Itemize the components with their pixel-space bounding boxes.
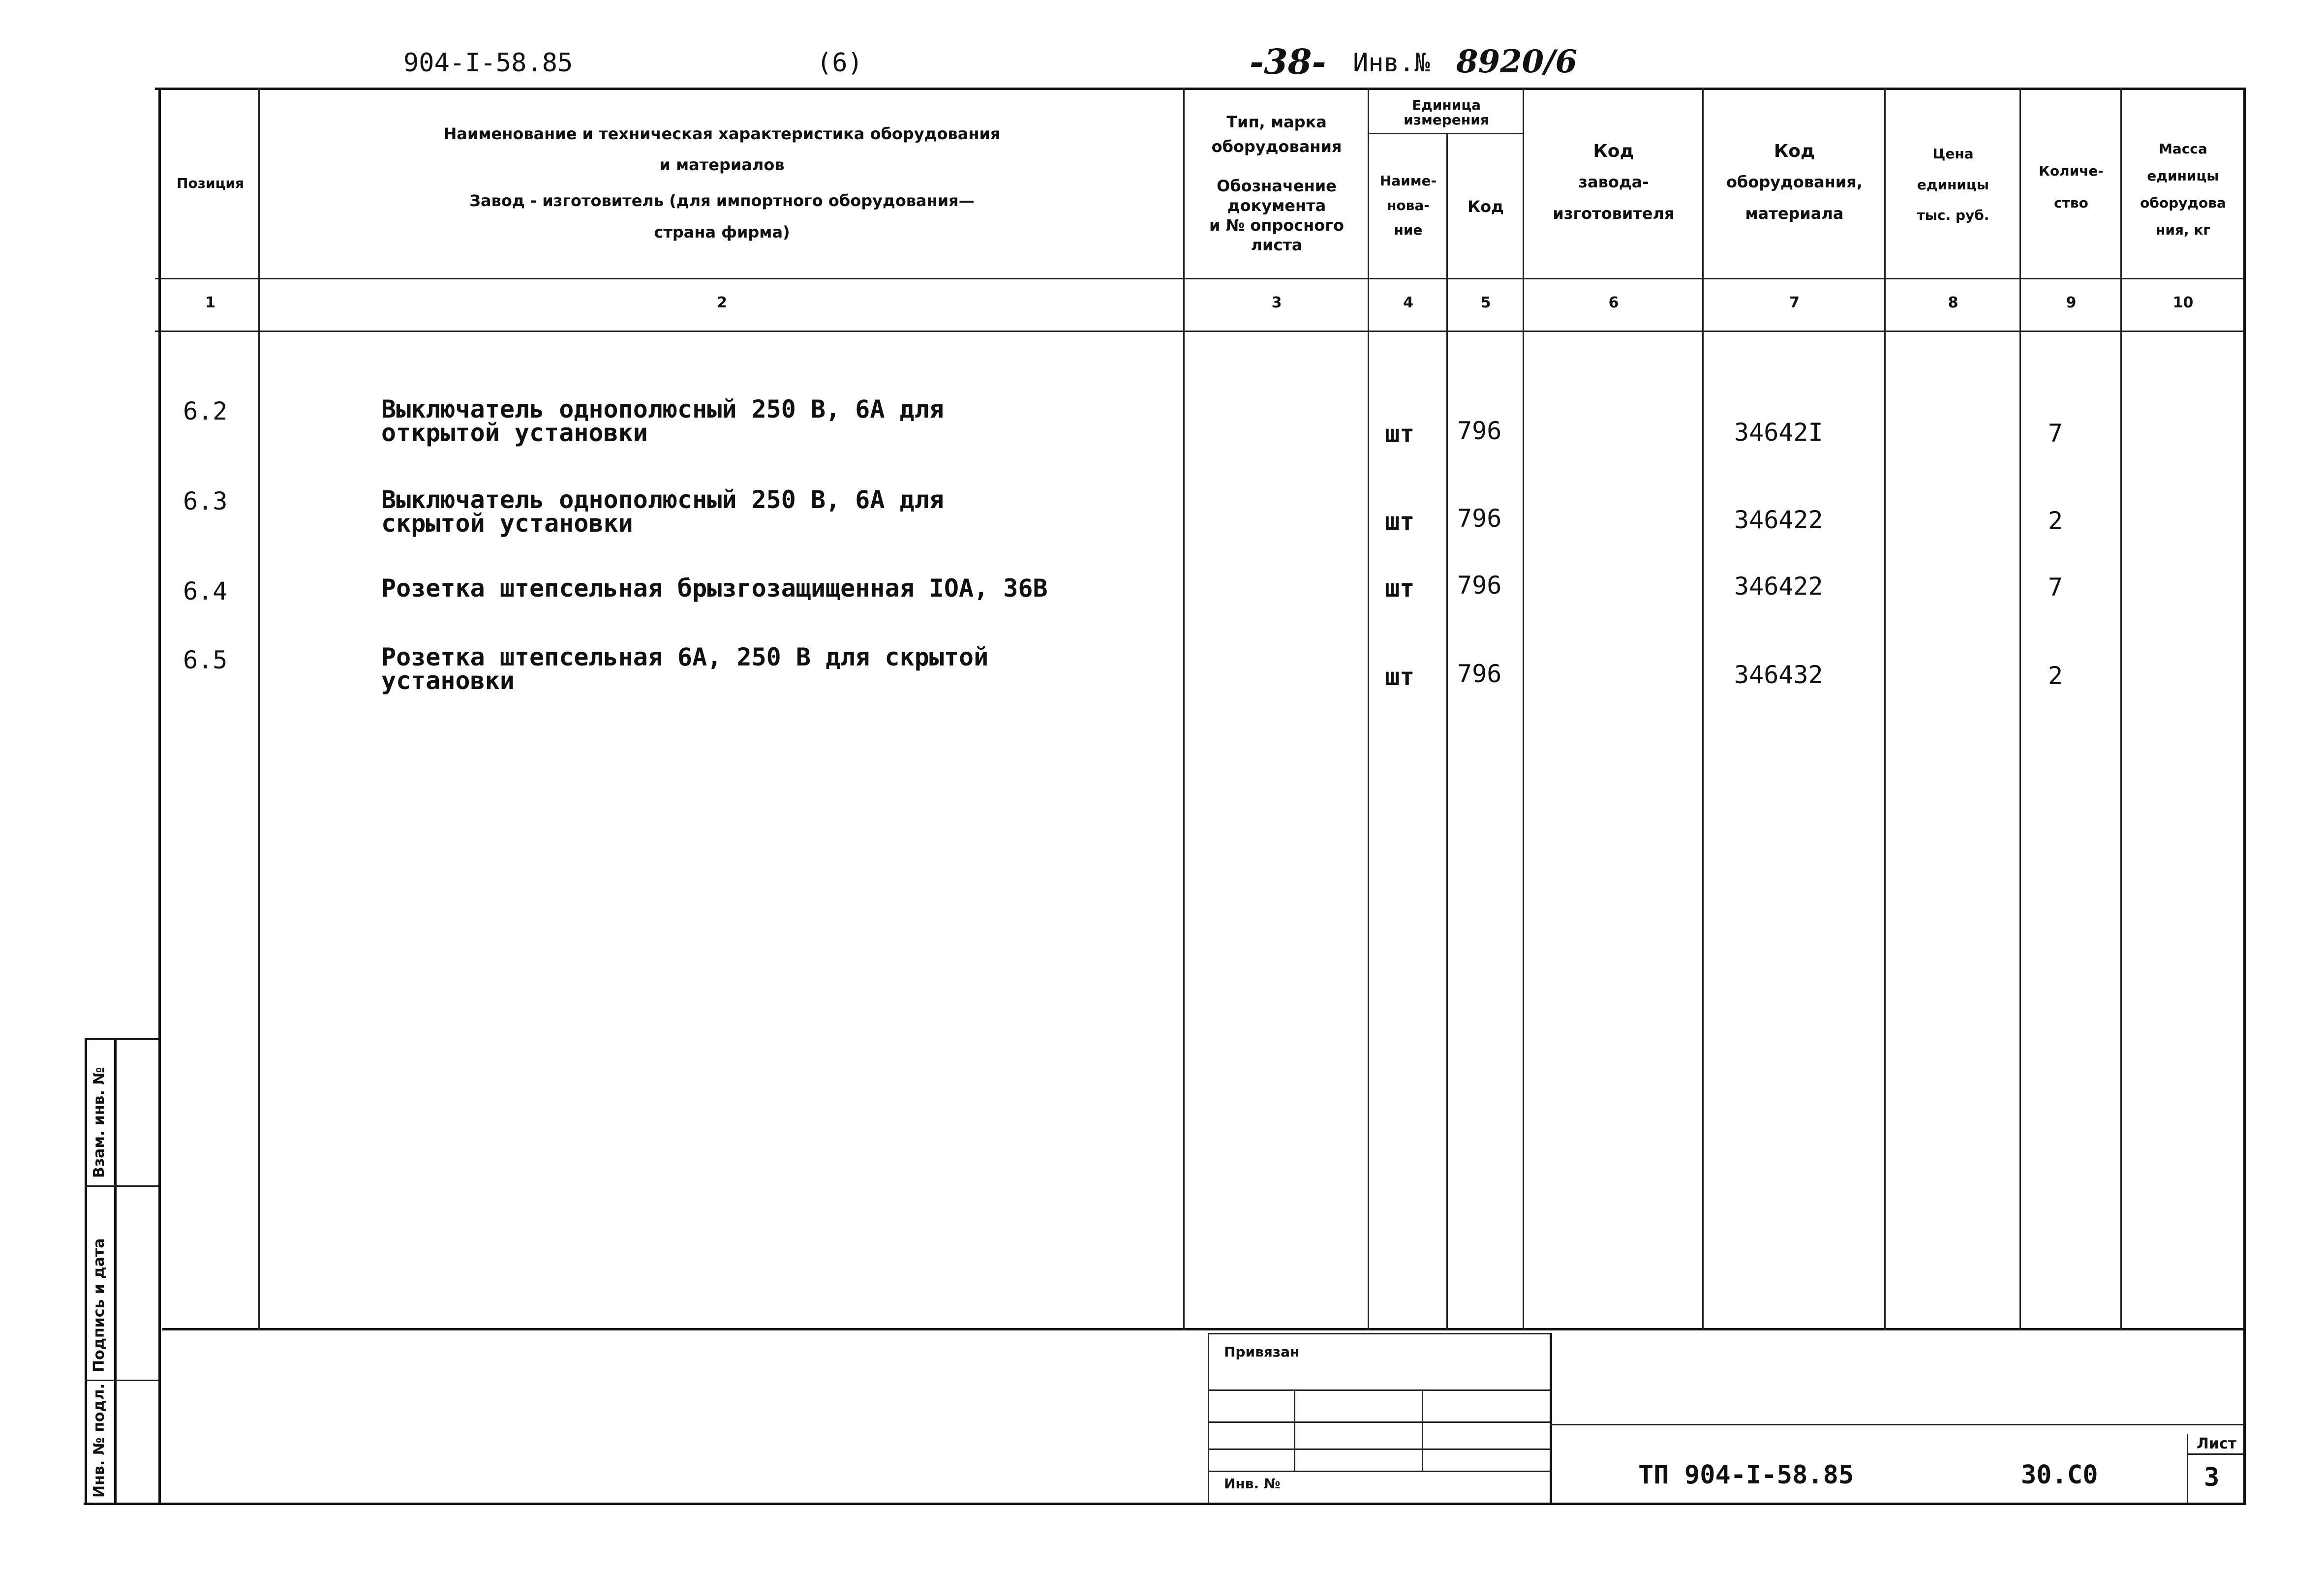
side-label-inv-podl: Инв. № подл.	[91, 1383, 108, 1498]
header-equip-code-2: оборудования,	[1726, 173, 1863, 191]
row-quantity: 2	[2048, 507, 2063, 535]
stamp-main-divider	[1550, 1424, 2243, 1425]
side-mid-line	[114, 1038, 117, 1504]
row-equip-code: 346422	[1734, 572, 1823, 601]
header-unit-code: Код	[1468, 197, 1504, 216]
stamp-bound-line4	[1208, 1471, 1550, 1472]
header-name-line3: Завод - изготовитель (для импортного оборудования—	[469, 191, 975, 210]
col-line-4	[1446, 133, 1448, 1329]
row-position: 6.3	[183, 487, 228, 515]
row-name-line1: Выключатель однополюсный 250 В, 6А для	[381, 395, 944, 423]
frame-right-line	[2243, 88, 2246, 1504]
stamp-section: 30.С0	[2021, 1460, 2098, 1490]
stamp-inv-label: Инв. №	[1224, 1476, 1281, 1492]
header-doc-line4: листа	[1251, 236, 1303, 254]
stamp-sheet-number: 3	[2204, 1463, 2220, 1492]
row-unit: шт	[1385, 420, 1415, 448]
col-line-8	[2019, 88, 2021, 1329]
header-type-line1: Тип, марка	[1226, 113, 1327, 131]
frame-left-line	[158, 88, 161, 1504]
stamp-bound-left	[1208, 1333, 1209, 1503]
body-bottom-line	[162, 1328, 2246, 1330]
colnum-1: 1	[205, 294, 215, 311]
top-inv-label: Инв.№	[1353, 48, 1430, 78]
header-unit-group-2: измерения	[1404, 112, 1489, 128]
stamp-bound-line3	[1208, 1448, 1550, 1450]
header-doc-line3: и № опросного	[1209, 216, 1344, 235]
stamp-sheet-divider	[2187, 1434, 2188, 1503]
colnum-5: 5	[1480, 294, 1491, 311]
col-line-1	[258, 88, 260, 1329]
side-left-line	[85, 1038, 87, 1504]
header-factory-code-2: завода-	[1578, 173, 1649, 191]
header-name-line1: Наименование и техническая характеристика оборудования	[443, 124, 1001, 143]
stamp-doc-code: ТП 904-I-58.85	[1638, 1460, 1854, 1490]
top-sheet-mark: (6)	[817, 48, 863, 78]
header-unit-name-1: Наиме-	[1379, 173, 1437, 189]
stamp-main-left	[1550, 1333, 1552, 1503]
col-line-2	[1183, 88, 1185, 1329]
row-position: 6.5	[183, 646, 228, 674]
colnum-8: 8	[1948, 294, 1958, 311]
header-bottom-line	[155, 278, 2246, 279]
header-equip-code-3: материала	[1745, 204, 1844, 223]
header-name-line2: и материалов	[659, 155, 785, 174]
stamp-bound-vline1	[1294, 1389, 1295, 1471]
row-name-line2: установки	[381, 666, 515, 695]
unit-group-divider	[1368, 133, 1523, 134]
colnum-3: 3	[1271, 294, 1282, 311]
row-name-line1: Розетка штепсельная 6А, 250 В для скрытой	[381, 643, 989, 671]
side-label-vzam: Взам. инв. №	[91, 1067, 108, 1178]
header-factory-code-3: изготовителя	[1553, 204, 1675, 223]
col-line-9	[2120, 88, 2122, 1329]
row-name-line1: Выключатель однополюсный 250 В, 6А для	[381, 485, 944, 514]
stamp-bound-line1	[1208, 1389, 1550, 1391]
row-equip-code: 34642I	[1734, 418, 1823, 447]
side-line-1	[85, 1185, 158, 1187]
header-price-2: единицы	[1917, 177, 1989, 193]
row-quantity: 7	[2048, 419, 2063, 448]
row-position: 6.4	[183, 577, 228, 605]
colnum-2: 2	[717, 294, 727, 311]
header-mass-1: Масса	[2159, 141, 2207, 157]
side-line-2	[85, 1380, 158, 1381]
row-position: 6.2	[183, 397, 228, 425]
header-price-1: Цена	[1932, 146, 1974, 162]
row-equip-code: 346432	[1734, 661, 1823, 689]
row-unit: шт	[1385, 574, 1415, 603]
frame-bottom-line	[84, 1503, 2246, 1505]
colnum-7: 7	[1789, 294, 1800, 311]
frame-top-line	[155, 88, 2246, 90]
col-line-3	[1368, 88, 1369, 1329]
header-equip-code-1: Код	[1774, 141, 1815, 161]
row-unit-code: 796	[1457, 417, 1502, 445]
header-type-line2: оборудования	[1211, 137, 1342, 156]
top-inv-value: 8920/6	[1456, 43, 1578, 80]
stamp-bound-top	[1208, 1333, 1550, 1334]
header-unit-name-2: нова-	[1387, 197, 1430, 213]
header-doc-line2: документа	[1227, 196, 1326, 215]
col-line-7	[1884, 88, 1886, 1329]
colnum-bottom-line	[155, 331, 2246, 332]
stamp-bound-vline2	[1422, 1389, 1423, 1471]
side-label-podpis: Подпись и дата	[91, 1238, 108, 1372]
colnum-10: 10	[2172, 294, 2194, 311]
stamp-sheet-label: Лист	[2197, 1435, 2237, 1452]
header-doc-line1: Обозначение	[1217, 177, 1337, 195]
row-name-line2: открытой установки	[381, 419, 648, 447]
header-mass-4: ния, кг	[2156, 222, 2210, 238]
header-unit-group-1: Единица	[1412, 97, 1481, 113]
top-doc-code: 904-I-58.85	[403, 48, 573, 78]
header-quantity-1: Количе-	[2038, 163, 2104, 179]
colnum-4: 4	[1403, 294, 1413, 311]
row-unit-code: 796	[1457, 660, 1502, 688]
stamp-bound-label: Привязан	[1224, 1344, 1300, 1360]
stamp-bound-line2	[1208, 1421, 1550, 1423]
row-name-line2: скрытой установки	[381, 509, 633, 538]
header-mass-3: оборудова	[2140, 195, 2226, 211]
header-factory-code-1: Код	[1593, 141, 1634, 161]
header-quantity-2: ство	[2054, 195, 2088, 211]
header-position: Позиция	[177, 175, 244, 191]
header-price-3: тыс. руб.	[1917, 207, 1989, 223]
header-name-line4: страна фирма)	[654, 223, 790, 241]
side-top-line	[85, 1038, 158, 1040]
row-unit-code: 796	[1457, 504, 1502, 533]
col-line-5	[1523, 88, 1524, 1329]
top-page-number: -38-	[1250, 41, 1326, 82]
header-mass-2: единицы	[2147, 168, 2219, 184]
colnum-9: 9	[2066, 294, 2077, 311]
row-unit-code: 796	[1457, 571, 1502, 600]
row-quantity: 2	[2048, 662, 2063, 690]
colnum-6: 6	[1608, 294, 1619, 311]
row-name-line1: Розетка штепсельная брызгозащищенная IOA, 36В	[381, 574, 1048, 603]
row-unit: шт	[1385, 507, 1415, 536]
row-quantity: 7	[2048, 573, 2063, 602]
row-equip-code: 346422	[1734, 506, 1823, 534]
row-unit: шт	[1385, 663, 1415, 691]
header-unit-name-3: ние	[1394, 222, 1423, 238]
stamp-sheet-label-line	[2187, 1453, 2243, 1455]
col-line-6	[1702, 88, 1704, 1329]
